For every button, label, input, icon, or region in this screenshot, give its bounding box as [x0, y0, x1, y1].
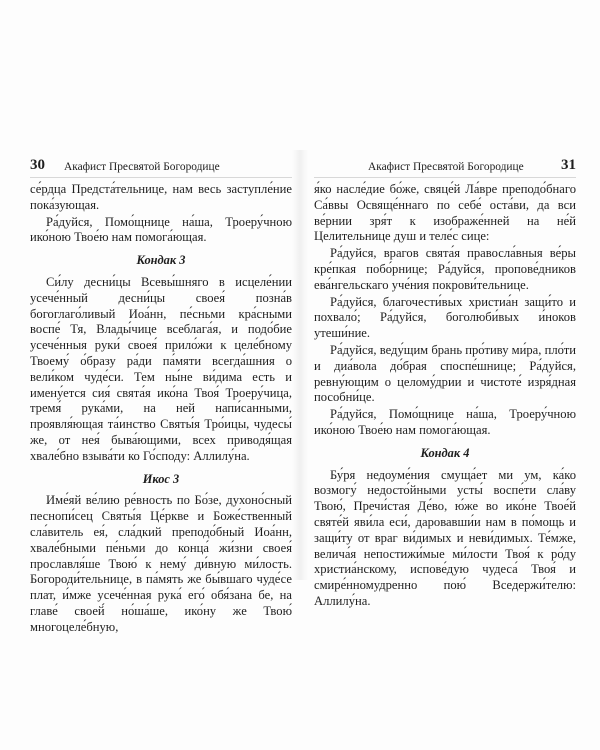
- paragraph: се́рдца Предста́тельнице, нам весь заступле́ние пока́зующая.: [30, 182, 292, 212]
- right-page-number: 31: [561, 157, 576, 173]
- paragraph: я́ко насле́дие бо́же, свяце́й Ла́вре преподо́бнаго Са́ввы Освяще́ннаго по себе́ оста́ви, да вси ве́рнии зря́т к изображе́нней на не́й Целительнице душ и теле́с сице:: [314, 182, 576, 244]
- paragraph: Ра́дуйся, благочести́вых христиа́н защи́то и похвало́; Ра́дуйся, боголюби́вых и́ноков утеши́ние.: [314, 294, 576, 341]
- paragraph: Ра́дуйся, Помо́щнице на́ша, Троеру́чною ико́ною Твое́ю нам помога́ющая.: [314, 407, 576, 437]
- left-page-number: 30: [30, 157, 45, 173]
- kondak-3-heading: Кондак 3: [136, 253, 186, 268]
- kondak-3-text: Си́лу десни́цы Всевы́шняго в исцеле́нии усече́нный десни́цы своея́ позна́в богоглаго́ливый Иоа́нн, пе́сньми кра́сными воспе́ Тя, Влады́чице всеблага́я, и подо́бие усече́нныя руки́ своея́ прило́жи к целе́бному Твоему́ о́бразу ра́ди па́мяти всегда́шния о вели́ком чуде́си. Тем ны́не ви́дима есть и имену́ется сия́ свята́я ико́на Твоя́ Троеру́чица, тремя́ рука́ми, на ней напи́санными, проявля́ющая та́инство Святы́я Тро́ицы, чудесы́ же, от нея́ быва́ющими, всех приводя́щая хвале́бно взыва́ти ко Го́споду: Аллилу́на.: [30, 274, 292, 463]
- left-page: [30, 157, 292, 636]
- right-running-title: Акафист Пресвятой Богородице: [368, 161, 524, 173]
- right-body-text: [314, 182, 576, 610]
- paragraph: Ра́дуйся, врагов свята́я правосла́вныя ве́ры кре́пкая побо́рнице; Ра́дуйся, пропове́дников ева́нгельскаго уче́ния покрови́тельнице.: [314, 246, 576, 292]
- kondak-4-heading: Кондак 4: [420, 445, 470, 460]
- right-head-rule: [314, 177, 576, 178]
- kondak-4-text: Бу́ря недоуме́ния смуща́ет ми ум, ка́ко возмогу́ недосто́йными усты́ воспе́ти сла́ву Твою́, Пречи́стая Де́во, ю́же во ико́не Твое́й святе́й яви́ла еси́, даровавши́и нам в по́мощь и защи́ту от враг ви́димых и неви́димых. Те́мже, велича́я непостижи́мые ми́лости Твоя́ к ро́ду христиа́нскому, испове́дую чудеса́ Твоя́ и смире́нномудренно пою́ Вседержи́телю: Аллилу́на.: [314, 467, 576, 608]
- left-head-rule: [30, 177, 292, 178]
- left-running-title: Акафист Пресвятой Богородице: [64, 161, 220, 173]
- left-running-head: [30, 157, 292, 182]
- right-running-head: [314, 157, 576, 182]
- ikos-3-heading: Икос 3: [142, 471, 180, 486]
- left-body-text: [30, 182, 292, 636]
- paragraph: Ра́дуйся, веду́щим брань про́тиву ми́ра, пло́ти и диа́вола до́брая споспе́шнице; Ра́дуйся, ревну́ющим о целому́дрии и чистоте́ изря́дная пособни́це.: [314, 342, 576, 405]
- paragraph: Ра́дуйся, Помо́щнице на́ша, Троеру́чною ико́ною Твое́ю нам помога́ющая.: [30, 214, 292, 245]
- ikos-3-text: Име́яй ве́лию ре́вность по Бо́зе, духоно́сный песнопи́сец Святы́я Це́ркве и Боже́ственный сла́витель ея́, сла́дкий преподо́бный Иоа́нн, хвале́бными пе́ньми до конца́ жи́зни своея́ прославля́ше Твою́ к нему́ ди́вную ми́лость. Богороди́тельнице, в па́мять же бы́вшаго чуде́се плат, и́мже усече́нная рука́ его́ обя́зана бе, на главе́ своей́ но́ша́ше, ико́ну же Твою́ многоцеле́бную,: [30, 493, 292, 634]
- book-gutter: [292, 150, 308, 580]
- right-page: [314, 157, 576, 610]
